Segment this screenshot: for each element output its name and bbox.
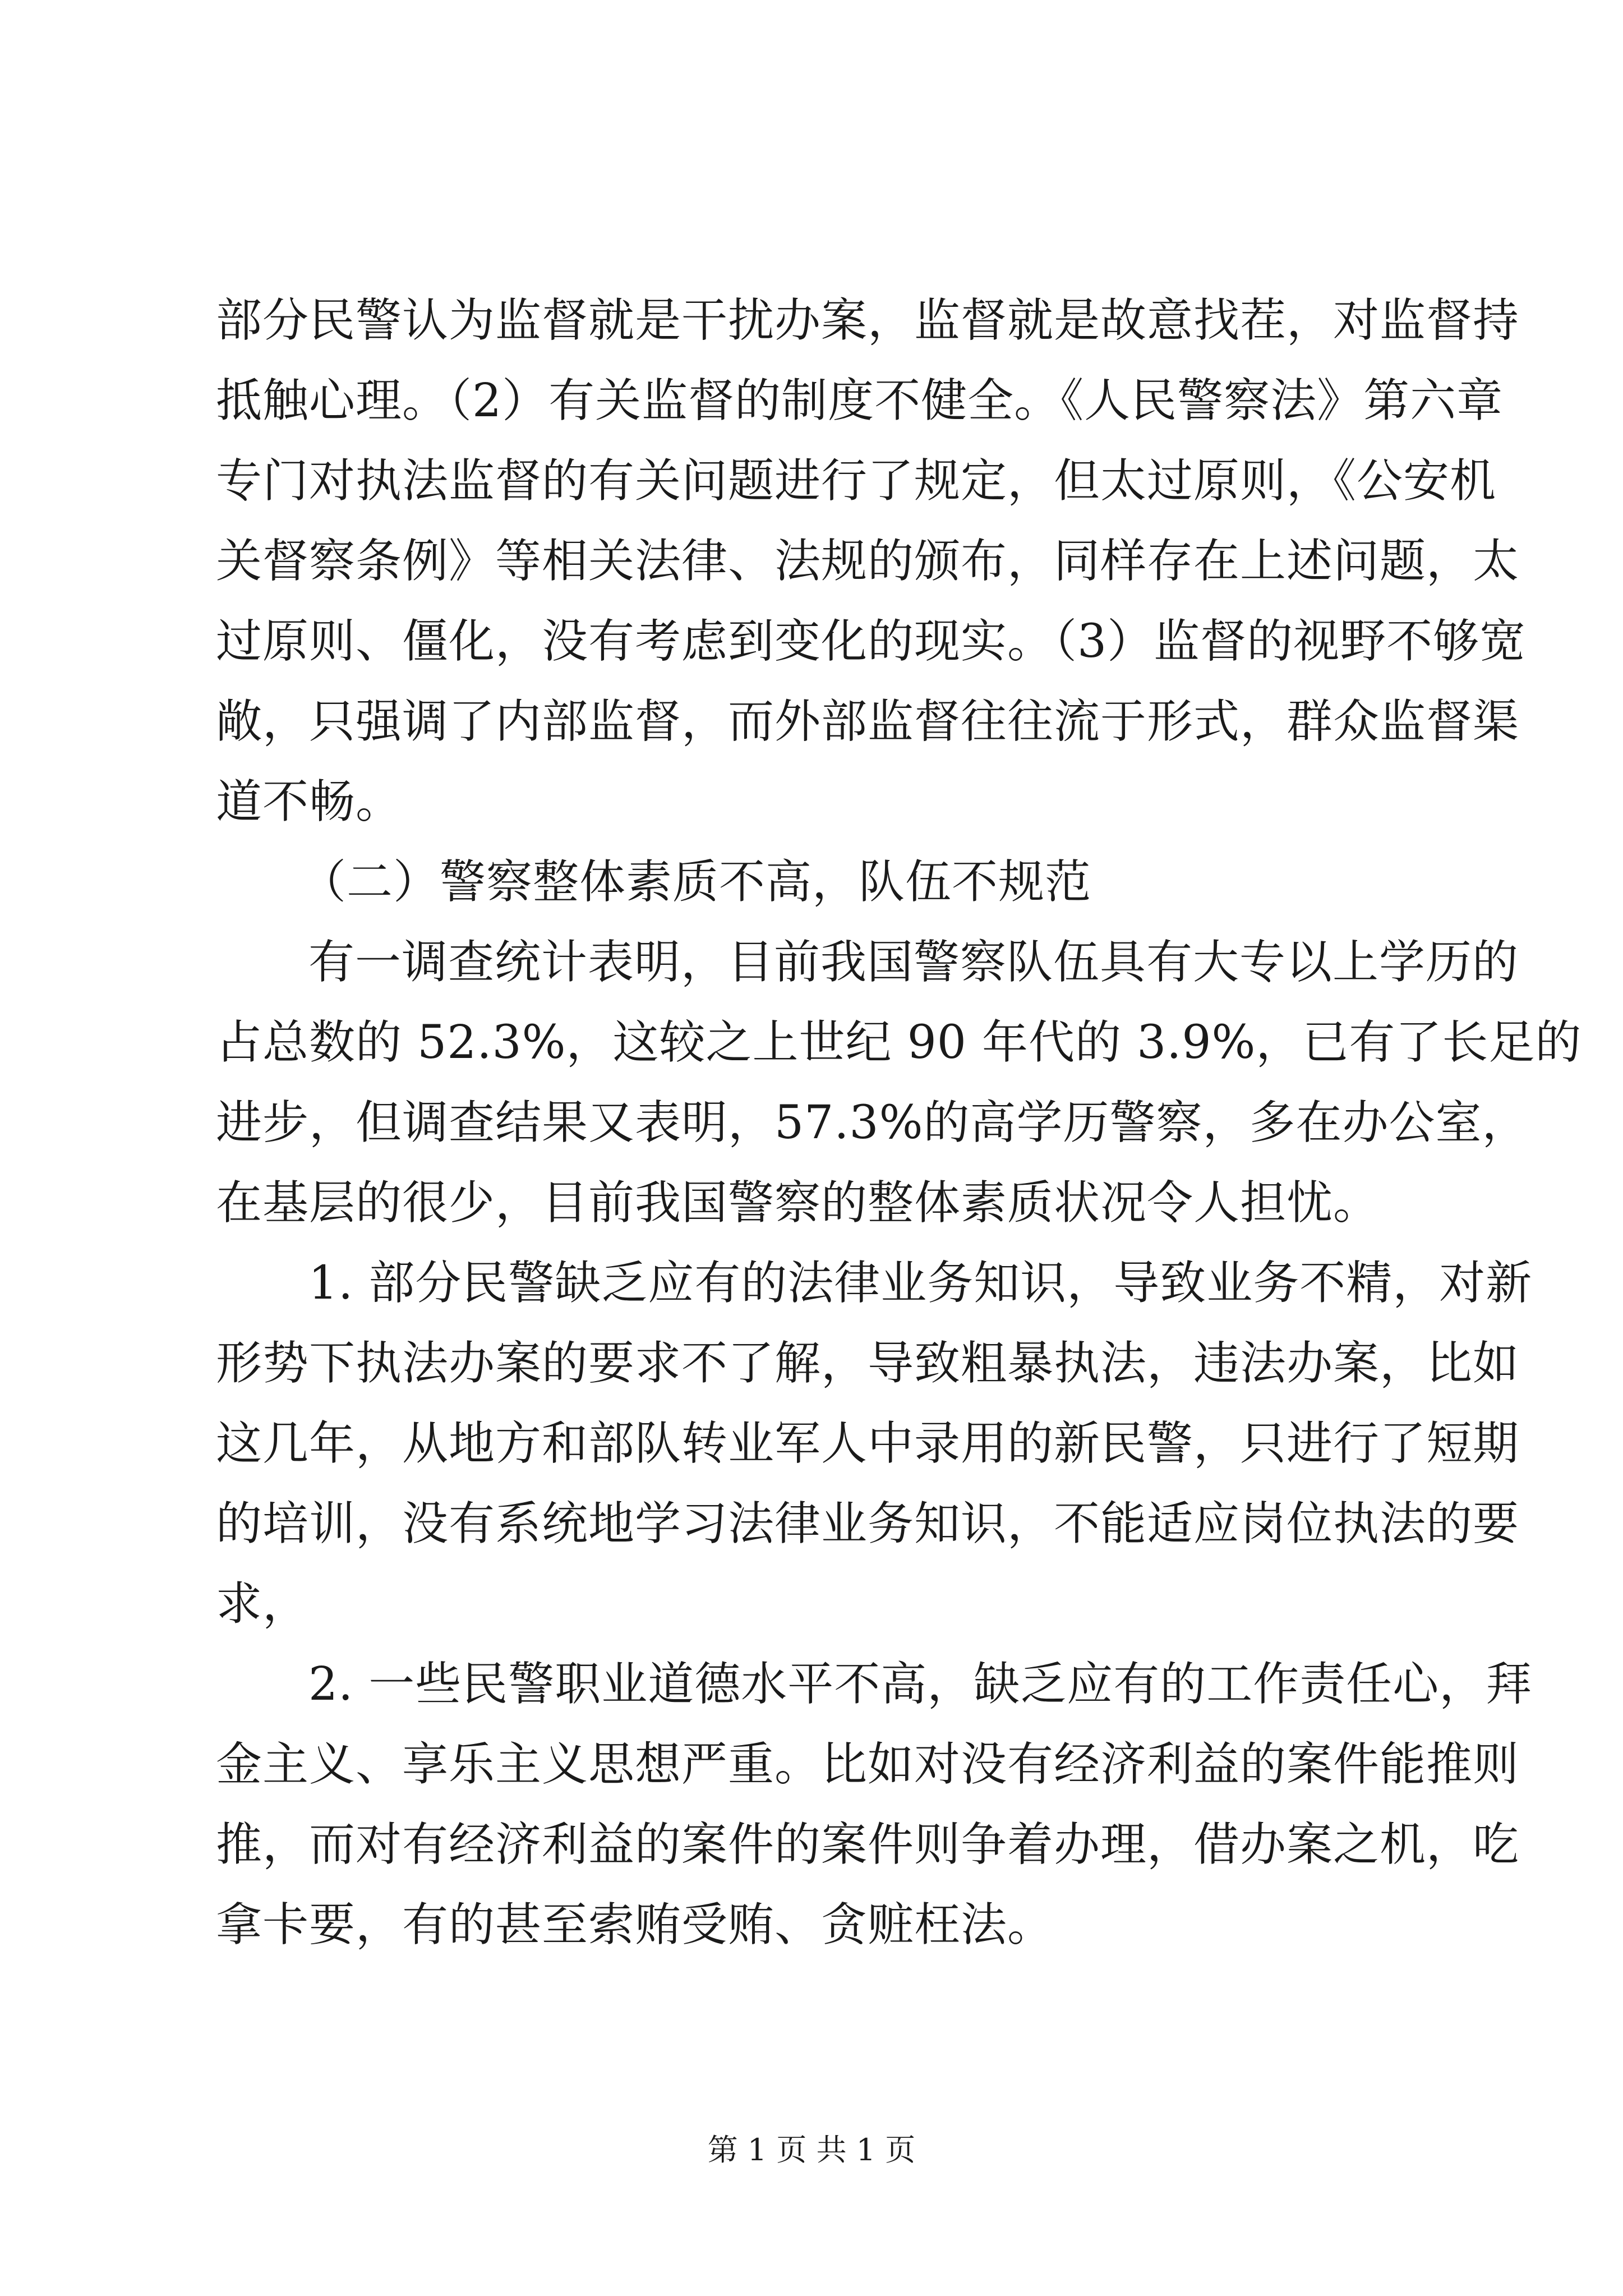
text-line: 推，而对有经济利益的案件的案件则争着办理，借办案之机，吃 [216, 1818, 1520, 1871]
text-line: 在基层的很少，目前我国警察的整体素质状况令人担忧。 [216, 1176, 1380, 1230]
text-line: 2. 一些民警职业道德水平不高，缺乏应有的工作责任心，拜 [308, 1658, 1533, 1711]
text-line: 占总数的 52.3%，这较之上世纪 90 年代的 3.9%，已有了长足的 [216, 1016, 1582, 1069]
page-number: 第 1 页 共 1 页 [707, 2132, 916, 2168]
text-line: 关督察条例》等相关法律、法规的颁布，同样存在上述问题，太 [216, 535, 1520, 588]
text-line: 的培训，没有系统地学习法律业务知识，不能适应岗位执法的要 [216, 1497, 1520, 1550]
section-heading: （二）警察整体素质不高，队伍不规范 [300, 855, 1092, 909]
text-line: 金主义、享乐主义思想严重。比如对没有经济利益的案件能推则 [216, 1738, 1520, 1791]
text-line: 这几年，从地方和部队转业军人中录用的新民警，只进行了短期 [216, 1417, 1520, 1470]
text-line: 敞，只强调了内部监督，而外部监督往往流于形式，群众监督渠 [216, 695, 1520, 748]
text-line: 1. 部分民警缺乏应有的法律业务知识，导致业务不精，对新 [308, 1257, 1533, 1310]
text-line: 过原则、僵化，没有考虑到变化的现实。（3）监督的视野不够宽 [216, 615, 1527, 668]
text-line: 道不畅。 [216, 775, 403, 829]
text-line: 有一调查统计表明，目前我国警察队伍具有大专以上学历的 [308, 936, 1519, 989]
text-line: 专门对执法监督的有关问题进行了规定，但太过原则，《公安机 [216, 454, 1497, 508]
text-line: 抵触心理。（2）有关监督的制度不健全。《人民警察法》第六章 [216, 374, 1504, 427]
text-line: 部分民警认为监督就是干扰办案，监督就是故意找茬，对监督持 [216, 294, 1520, 347]
text-line: 进步，但调查结果又表明，57.3%的高学历警察，多在办公室， [216, 1096, 1529, 1149]
text-line: 拿卡要，有的甚至索贿受贿、贪赃枉法。 [216, 1898, 1054, 1952]
document-body [216, 280, 1582, 1965]
text-line: 求， [216, 1577, 310, 1631]
text-line: 形势下执法办案的要求不了解，导致粗暴执法，违法办案，比如 [216, 1337, 1520, 1390]
